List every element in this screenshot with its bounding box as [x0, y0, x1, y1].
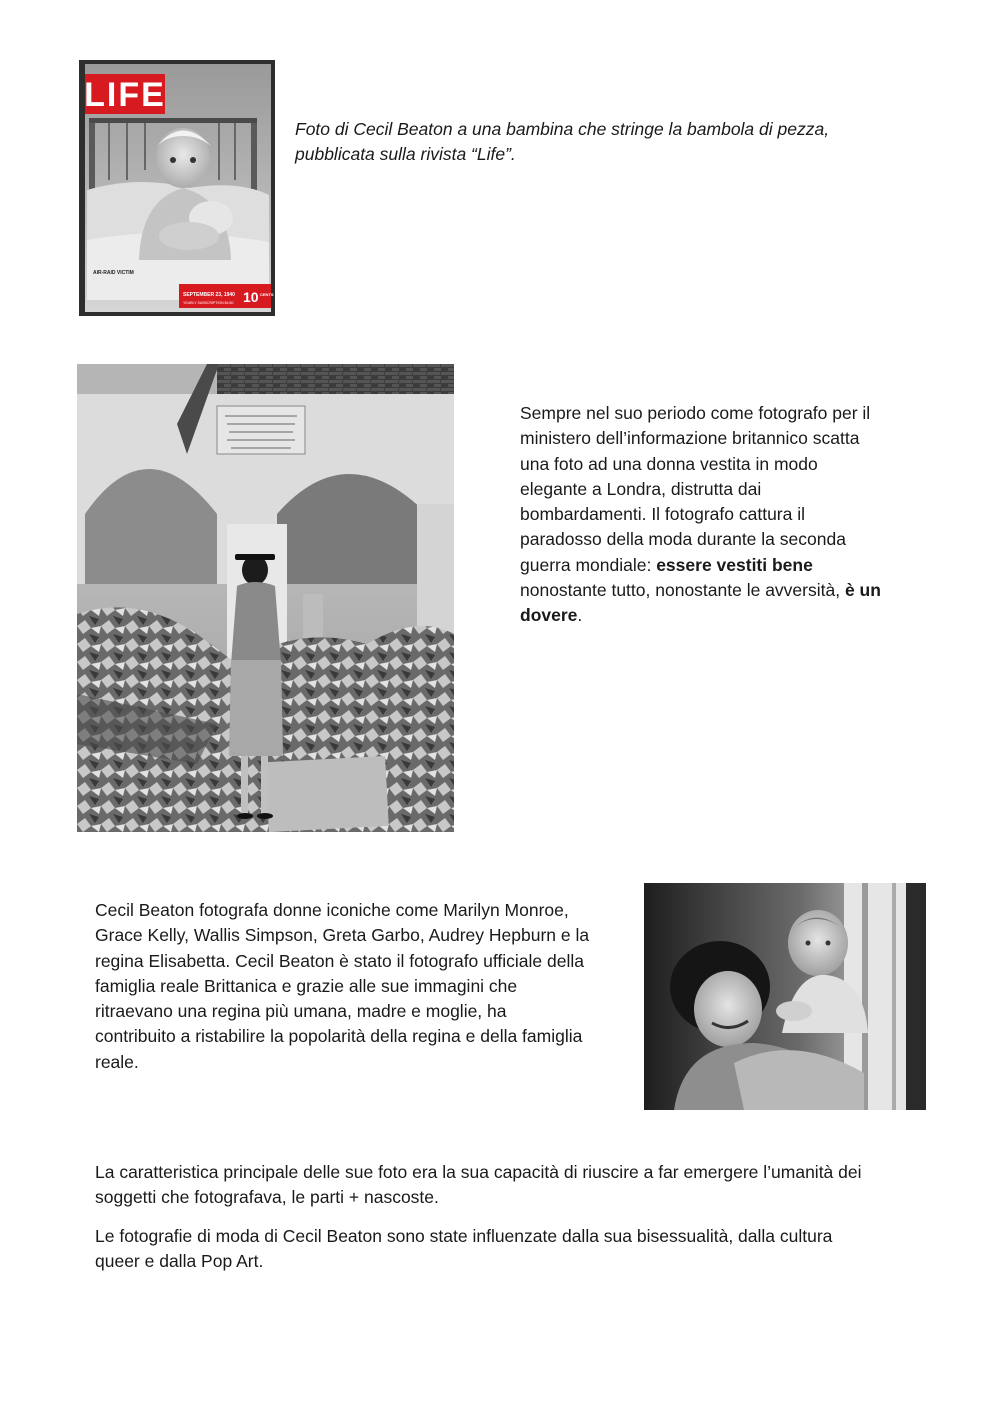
- cover-subscription: YEARLY SUBSCRIPTION $4.50: [183, 301, 234, 305]
- paragraph-line: contribuito a ristabilire la popolarità della regina e della famiglia: [95, 1026, 583, 1047]
- caption-line: pubblicata sulla rivista “Life”.: [295, 144, 516, 165]
- cover-price-unit: CENTS: [260, 292, 274, 297]
- paragraph-line: una foto ad una donna vestita in modo: [520, 453, 818, 474]
- paragraph-line: famiglia reale Brittanica e grazie alle sue immagini che: [95, 975, 518, 996]
- cover-date: SEPTEMBER 23, 1940: [183, 292, 235, 298]
- paragraph-line: Cecil Beaton fotografa donne iconiche come Marilyn Monroe,: [95, 900, 569, 920]
- bold-phrase: dovere: [520, 605, 578, 626]
- life-cover-image: [79, 60, 275, 316]
- bold-phrase: essere vestiti bene: [656, 554, 813, 575]
- paragraph-line: ministero dell’informazione britannico scatta: [520, 428, 860, 449]
- paragraph-line: reale.: [95, 1051, 139, 1072]
- cover-price: 10: [243, 289, 259, 305]
- life-photo-caption: [295, 117, 915, 168]
- paragraph-line: Grace Kelly, Wallis Simpson, Greta Garbo, Audrey Hepburn e la: [95, 925, 590, 946]
- paragraph-line: [520, 553, 940, 578]
- paragraph-line: soggetti che fotografava, le parti + nascoste.: [95, 1187, 439, 1208]
- line-text: guerra mondiale:: [520, 554, 657, 575]
- line-text: nonostante tutto, nonostante le avversità,: [520, 580, 845, 601]
- cover-caption-label: AIR-RAID VICTIM: [93, 270, 134, 276]
- paragraph-line: regina Elisabetta. Cecil Beaton è stato il fotografo ufficiale della: [95, 950, 585, 971]
- queen-child-photo: [644, 883, 926, 1110]
- life-masthead: LIFE: [84, 76, 166, 114]
- paragraph-line: La caratteristica principale delle sue foto era la sua capacità di riuscire a far emergere l’umanità dei: [95, 1162, 862, 1182]
- paragraph-line: paradosso della moda durante la seconda: [520, 529, 846, 550]
- paragraph-line: [520, 578, 940, 603]
- paragraph-line: Sempre nel suo periodo come fotografo per il: [520, 403, 871, 423]
- humanity-paragraph: [95, 1160, 935, 1211]
- fashion-influences-paragraph: [95, 1224, 935, 1275]
- caption-line: Foto di Cecil Beaton a una bambina che stringe la bambola di pezza,: [295, 119, 830, 139]
- paragraph-line: elegante a Londra, distrutta dai: [520, 478, 762, 499]
- paragraph-line: queer e dalla Pop Art.: [95, 1251, 264, 1272]
- paragraph-line: Le fotografie di moda di Cecil Beaton sono state influenzate dalla sua bisessualità, dalla cultura: [95, 1226, 833, 1246]
- line-text: .: [577, 605, 583, 626]
- ministry-photo-paragraph: [520, 401, 940, 629]
- ruins-photo: [77, 364, 454, 832]
- bold-phrase: è un: [844, 580, 881, 601]
- paragraph-line: bombardamenti. Il fotografo cattura il: [520, 504, 806, 525]
- iconic-women-paragraph: [95, 898, 635, 1075]
- paragraph-line: [520, 603, 940, 628]
- paragraph-line: ritraevano una regina più umana, madre e moglie, ha: [95, 1001, 507, 1022]
